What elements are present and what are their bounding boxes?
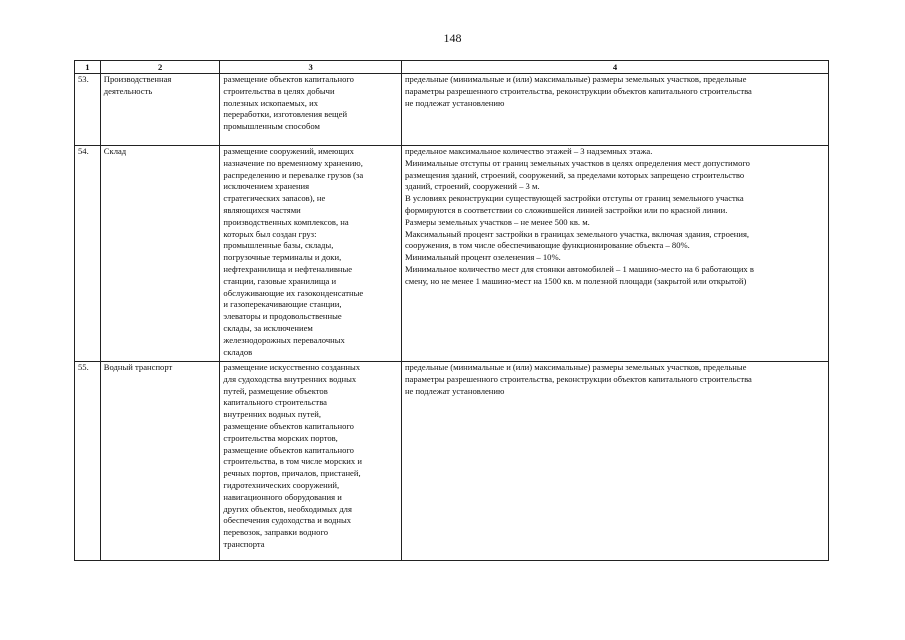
page-number: 148 (443, 31, 462, 45)
row-number: 55. (75, 362, 101, 561)
use-name: Водный транспорт (100, 362, 220, 561)
column-header-4: 4 (401, 61, 828, 74)
column-header-2: 2 (100, 61, 220, 74)
table-header-row (75, 61, 829, 74)
column-header-3: 3 (220, 61, 402, 74)
use-parameters: предельное максимальное количество этажей – 3 надземных этажа. Минимальные отступы от границ земельных участков в целях определения мест допустимого размещения зданий, строений, сооружений, за пределами которых запрещено строительство зданий, строений, сооружений – 3 м. В условиях реконструкции существующей застройки отступы от границ земельного участка формируются в соответствии со сложившейся линией застройки или по красной линии. Размеры земельных участков – не менее 500 кв. м. Максимальный процент застройки в границах земельного участка, включая здания, строения, сооружения, в том числе обеспечивающие функционирование объекта – 80%. Минимальный процент озеленения – 10%. Минимальное количество мест для стоянки автомобилей – 1 машино-место на 6 работающих в смену, но не менее 1 машино-мест на 1500 кв. м полезной площади (закрытой или открытой) (401, 146, 828, 362)
use-parameters: предельные (минимальные и (или) максимальные) размеры земельных участков, предельные параметры разрешенного строительства, реконструкции объектов капитального строительства не подлежат установлению (401, 362, 828, 561)
regulations-table (74, 60, 829, 561)
use-name: Склад (100, 146, 220, 362)
use-description: размещение искусственно созданных для судоходства внутренних водных путей, размещение объектов капитального строительства внутренних водных путей, размещение объектов капитального строительства морских портов, размещение объектов капитального строительства, в том числе морских и речных портов, причалов, пристаней, гидротехнических сооружений, навигационного оборудования и других объектов, необходимых для обеспечения судоходства и водных перевозок, заправки водного транспорта (220, 362, 402, 561)
table-row (75, 362, 829, 561)
row-number: 54. (75, 146, 101, 362)
column-header-1: 1 (75, 61, 101, 74)
use-name: Производственная деятельность (100, 74, 220, 146)
table-row (75, 146, 829, 362)
table-row (75, 74, 829, 146)
row-number: 53. (75, 74, 101, 146)
use-description: размещение сооружений, имеющих назначение по временному хранению, распределению и перевалке грузов (за исключением хранения стратегических запасов), не являющихся частями производственных комплексов, на которых был создан груз: промышленные базы, склады, погрузочные терминалы и доки, нефтехранилища и нефтеналивные станции, газовые хранилища и обслуживающие их газоконденсатные и газоперекачивающие станции, элеваторы и продовольственные склады, за исключением железнодорожных перевалочных складов (220, 146, 402, 362)
use-description: размещение объектов капитального строительства в целях добычи полезных ископаемых, их переработки, изготовления вещей промышленным способом (220, 74, 402, 146)
use-parameters: предельные (минимальные и (или) максимальные) размеры земельных участков, предельные параметры разрешенного строительства, реконструкции объектов капитального строительства не подлежат установлению (401, 74, 828, 146)
